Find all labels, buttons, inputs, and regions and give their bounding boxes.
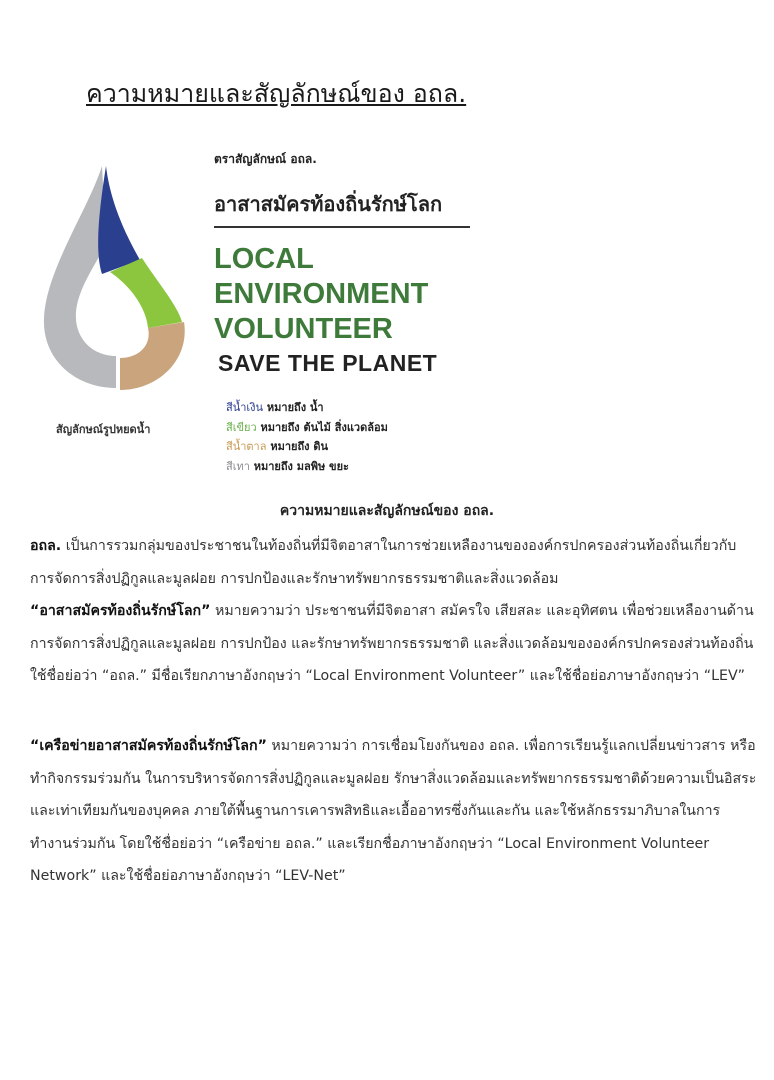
logo-label-small: ตราสัญลักษณ์ อถล. <box>214 152 317 166</box>
legend-color-name: สีน้ำตาล <box>226 440 267 453</box>
legend-meaning: หมายถึง น้ำ <box>266 401 324 414</box>
logo-divider <box>214 226 470 228</box>
term: อถล. <box>30 538 62 554</box>
figure-caption: ความหมายและสัญลักษณ์ของ อถล. <box>279 503 495 519</box>
paragraph-text: หมายความว่า ประชาชนที่มีจิตอาสา สมัครใจ เสียสละ และอุทิศตน เพื่อช่วยเหลืองานด้านการจัดการสิ่งปฏิกูลและมูลฝอย การปกป้อง และรักษาทรัพยากรธรรมชาติ และสิ่งแวดล้อมขององค์กรปกครองส่วนท้องถิ่น ใช้ชื่อย่อว่า “อถล.” มีชื่อเรียกภาษาอังกฤษว่า “Local Environment Volunteer” และใช้ชื่อย่อภาษาอังกฤษว่า “LEV” <box>30 603 754 684</box>
legend-color-name: สีเทา <box>226 459 250 473</box>
legend-color-name: สีเขียว <box>226 420 257 434</box>
term: “อาสาสมัครท้องถิ่นรักษ์โลก” <box>30 603 211 619</box>
legend-item-gray <box>226 457 388 477</box>
legend-item-brown <box>226 437 388 457</box>
paragraph-text: หมายความว่า การเชื่อมโยงกันของ อถล. เพื่อการเรียนรู้แลกเปลี่ยนข่าวสาร หรือทำกิจกรรมร่วมกัน ในการบริหารจัดการสิ่งปฏิกูลและมูลฝอย รักษาสิ่งแวดล้อมและทรัพยากรธรรมชาติด้วยความเป็นอิสระและเท่าเทียมกันของบุคคล ภายใต้พื้นฐานการเคารพสิทธิและเอื้ออาทรซึ่งกันและกัน และใช้หลักธรรมาภิบาลในการทำงานร่วมกัน โดยใช้ชื่อย่อว่า “เครือข่าย อถล.” และเรียกชื่อภาษาอังกฤษว่า “Local Environment Volunteer Network” และใช้ชื่อย่อภาษาอังกฤษว่า “LEV-Net” <box>30 738 757 884</box>
water-drop-logo-icon <box>40 160 190 392</box>
legend-color-name: สีน้ำเงิน <box>226 401 264 414</box>
legend-item-green <box>226 418 388 438</box>
logo-thai-name: อาสาสมัครท้องถิ่นรักษ์โลก <box>214 192 443 216</box>
paragraph-text: เป็นการรวมกลุ่มของประชาชนในท้องถิ่นที่มีจิตอาสาในการช่วยเหลืองานขององค์กรปกครองส่วนท้องถิ่นเกี่ยวกับการจัดการสิ่งปฏิกูลและมูลฝอย การปกป้องและรักษาทรัพยากรธรรมชาติและสิ่งแวดล้อม <box>30 538 737 587</box>
page-title: ความหมายและสัญลักษณ์ของ อถล. <box>86 79 467 108</box>
english-name-line: LOCAL <box>214 243 314 275</box>
english-name-line: ENVIRONMENT <box>214 278 429 310</box>
logo-slogan: SAVE THE PLANET <box>218 350 438 376</box>
term: “เครือข่ายอาสาสมัครท้องถิ่นรักษ์โลก” <box>30 738 267 754</box>
legend-meaning: หมายถึง ต้นไม้ สิ่งแวดล้อม <box>260 420 388 434</box>
drop-caption: สัญลักษณ์รูปหยดน้ำ <box>56 423 151 436</box>
drop-blue-segment <box>98 166 140 274</box>
color-legend <box>226 398 388 476</box>
paragraph-lev-definition <box>30 530 758 595</box>
paragraph-network-definition <box>30 730 758 893</box>
paragraph-volunteer-definition <box>30 595 758 693</box>
logo-english-name <box>214 242 428 347</box>
english-name-line: VOLUNTEER <box>214 313 393 345</box>
legend-meaning: หมายถึง ดิน <box>270 440 328 453</box>
legend-item-blue <box>226 398 388 418</box>
legend-meaning: หมายถึง มลพิษ ขยะ <box>253 459 349 473</box>
logo-figure <box>40 148 480 493</box>
